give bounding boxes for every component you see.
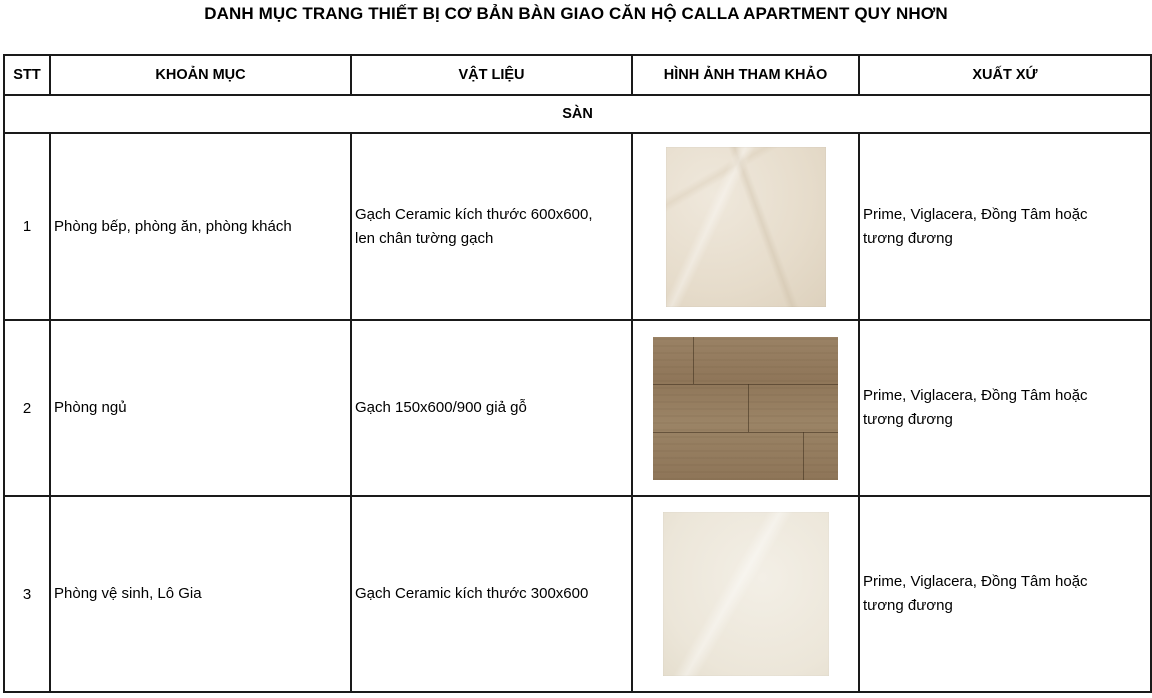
row-material (351, 133, 632, 320)
material-line: len chân tường gạch (355, 229, 494, 247)
table-row (4, 133, 1151, 320)
header-material: VẬT LIỆU (351, 55, 632, 95)
row-stt: 3 (4, 496, 50, 692)
material-line: Gạch 150x600/900 giả gỗ (355, 399, 527, 416)
header-stt: STT (4, 55, 50, 95)
origin-line: Prime, Viglacera, Đồng Tâm hoặc (863, 205, 1088, 223)
table-row (4, 320, 1151, 496)
material-line: Gạch Ceramic kích thước 600x600, (355, 205, 593, 223)
header-row (4, 55, 1151, 95)
header-image: HÌNH ẢNH THAM KHẢO (632, 55, 859, 95)
row-image (632, 133, 859, 320)
material-line: Gạch Ceramic kích thước 300x600 (355, 585, 589, 602)
origin-line: tương đương (863, 597, 953, 614)
row-origin (859, 320, 1151, 496)
row-material (351, 496, 632, 692)
wood-look-tile-image (653, 337, 838, 480)
row-origin (859, 496, 1151, 692)
header-origin: XUẤT XỨ (859, 55, 1151, 95)
header-item: KHOẢN MỤC (50, 55, 351, 95)
origin-line: tương đương (863, 411, 953, 428)
cream-marble-tile-image (663, 512, 829, 676)
origin-line: Prime, Viglacera, Đồng Tâm hoặc (863, 387, 1088, 404)
row-origin (859, 133, 1151, 320)
row-item: Phòng ngủ (50, 320, 351, 496)
row-material (351, 320, 632, 496)
row-stt: 1 (4, 133, 50, 320)
row-stt: 2 (4, 320, 50, 496)
section-label: SÀN (4, 95, 1151, 133)
origin-line: tương đương (863, 229, 953, 247)
section-row (4, 95, 1151, 133)
table-row (4, 496, 1151, 692)
row-item: Phòng vệ sinh, Lô Gia (50, 496, 351, 692)
row-item: Phòng bếp, phòng ăn, phòng khách (50, 133, 351, 320)
equipment-table (3, 54, 1152, 693)
page-title: DANH MỤC TRANG THIẾT BỊ CƠ BẢN BÀN GIAO CĂN HỘ CALLA APARTMENT QUY NHƠN (204, 4, 948, 23)
beige-marble-tile-image (666, 147, 826, 307)
origin-line: Prime, Viglacera, Đồng Tâm hoặc (863, 573, 1088, 590)
row-image (632, 320, 859, 496)
row-image (632, 496, 859, 692)
